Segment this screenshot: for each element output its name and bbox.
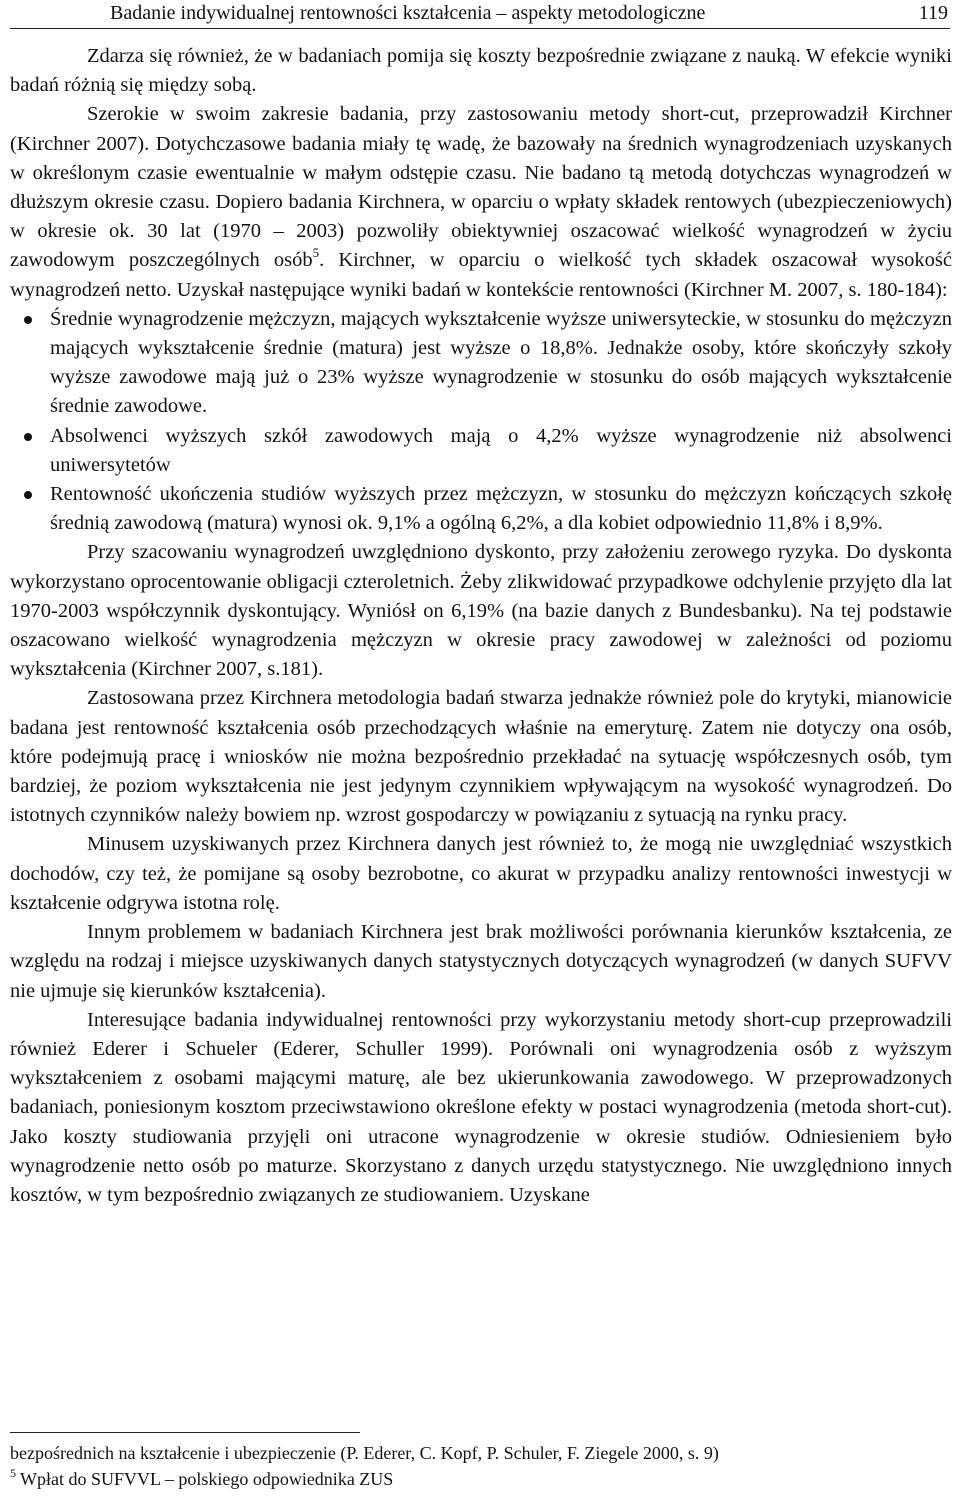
running-header (10, 0, 950, 29)
page-number: 119 (918, 2, 948, 24)
list-item-text: Rentowność ukończenia studiów wyższych przez mężczyzn, w stosunku do mężczyzn kończących szkołę średnią zawodową (matura) wynosi ok. 9,1% a ogólną 6,2%, a dla kobiet odpowiednio 11,8% i 8,9%. (50, 483, 952, 535)
list-item-text: Średnie wynagrodzenie mężczyzn, mających wykształcenie wyższe uniwersyteckie, w stosunku do mężczyzn mających wykształcenie średnie (matura) jest wyższe o 18,8%. Jednakże osoby, które skończyły szkoły wyższe zawodowe mają już o 23% wyższe wynagrodzenie w stosunku do osób mających wykształcenie średnie zawodowe. (50, 307, 952, 418)
main-text (10, 42, 952, 1210)
list-item (10, 422, 952, 480)
bullet-icon (24, 433, 32, 441)
paragraph-1b-part2: . Kirchner, w oparciu o wielkość tych składek oszacował wysokość wynagrodzeń netto. Uzyskał następujące wyniki badań w kontekście rentowności (Kirchner M. 2007, s. 180-184): (10, 249, 952, 301)
footnote-5 (10, 1466, 952, 1492)
footnote-ref-5[interactable]: 5 (312, 245, 320, 261)
list-item-text: Absolwenci wyższych szkół zawodowych mają o 4,2% wyższe wynagrodzenie niż absolwenci uniwersytetów (50, 424, 952, 476)
bullet-icon (24, 316, 32, 324)
paragraph-4: Minusem uzyskiwanych przez Kirchnera danych jest również to, że mogą nie uwzględniać wszystkich dochodów, czy też, że pomijane są osoby bezrobotne, co akurat w przypadku analizy rentowności inwestycji w kształcenie odgrywa istotna rolę. (10, 833, 952, 914)
paragraph-6: Interesujące badania indywidualnej rentowności przy wykorzystaniu metody short-cup przeprowadzili również Ederer i Schueler (Ederer, Schuller 1999). Porównali oni wynagrodzenia osób z wyższym wykształceniem z osobami mającymi maturę, ale bez ukierunkowania zawodowego. W przeprowadzonych badaniach, poniesionym kosztom przeciwstawiono określone efekty w postaci wynagrodzenia (metoda short-cut). Jako koszty studiowania przyjęli oni utracone wynagrodzenie w okresie studiów. Odniesieniem było wynagrodzenie netto osób po maturze. Skorzystano z danych urzędu statystycznego. Nie uwzględniono innych kosztów, w tym bezpośrednio związanych ze studiowaniem. Uzyskane (10, 1008, 952, 1206)
paragraph-3: Zastosowana przez Kirchnera metodologia badań stwarza jednakże również pole do krytyki, mianowicie badana jest rentowność kształcenia osób przechodzących właśnie na emeryturę. Zatem nie dotyczy ona osób, które podejmują pracę i wniosków nie można bezpośrednio przekładać na sytuację współczesnych osób, tym bardziej, że poziom wykształcenia nie jest jedynym czynnikiem wpływającym na wysokość wynagrodzeń. Do istotnych czynników należy bowiem np. wzrost gospodarczy w powiązaniu z sytuacją na rynku pracy. (10, 687, 952, 827)
list-item (10, 305, 952, 422)
footnotes (10, 1440, 952, 1492)
paragraph-2: Przy szacowaniu wynagrodzeń uwzględniono dyskonto, przy założeniu zerowego ryzyka. Do dyskonta wykorzystano oprocentowanie obligacji czteroletnich. Żeby zlikwidować przypadkowe odchylenie przyjęto dla lat 1970-2003 współczynnik dyskontujący. Wyniósł on 6,19% (na bazie danych z Bundesbanku). Na tej podstawie oszacowano wielkość wynagrodzenia mężczyzn w okresie pracy zawodowej w zależności od poziomu wykształcenia (Kirchner 2007, s.181). (10, 541, 952, 681)
list-item (10, 480, 952, 538)
footnote-5-mark: 5 (10, 1466, 16, 1480)
results-list (10, 305, 952, 539)
header-title: Badanie indywidualnej rentowności kształcenia – aspekty metodologiczne (110, 2, 706, 24)
paragraph-1b-part1: Szerokie w swoim zakresie badania, przy zastosowaniu metody short-cut, przeprowadził Kirchner (Kirchner 2007). Dotychczasowe badania miały tę wadę, że bazowały na średnich wynagrodzeniach uzyskanych w określonym czasie ewentualnie w małym odstępie czasu. Nie badano tą metodą dotychczas wynagrodzeń w dłuższym okresie czasu. Dopiero badania Kirchnera, w oparciu o wpłaty składek rentowych (ubezpieczeniowych) w okresie ok. 30 lat (1970 – 2003) pozwoliły obiektywniej oszacować wielkość wynagrodzeń w życiu zawodowym poszczególnych osób (10, 103, 952, 272)
paragraph-1b (10, 100, 952, 304)
bullet-icon (24, 491, 32, 499)
footnote-continued: bezpośrednich na kształcenie i ubezpieczenie (P. Ederer, C. Kopf, P. Schuler, F. Ziegele 2000, s. 9) (10, 1443, 719, 1463)
footnote-5-text: Wpłat do SUFVVL – polskiego odpowiednika ZUS (20, 1469, 394, 1489)
paragraph-5: Innym problemem w badaniach Kirchnera jest brak możliwości porównania kierunków kształcenia, ze względu na rodzaj i miejsce uzyskiwanych danych statystycznych dotyczących wynagrodzeń (w danych SUFVV nie ujmuje się kierunków kształcenia). (10, 921, 952, 1002)
paragraph-1a: Zdarza się również, że w badaniach pomija się koszty bezpośrednie związane z nauką. W efekcie wyniki badań różnią się między sobą. (10, 45, 952, 97)
footnote-divider (10, 1432, 360, 1433)
